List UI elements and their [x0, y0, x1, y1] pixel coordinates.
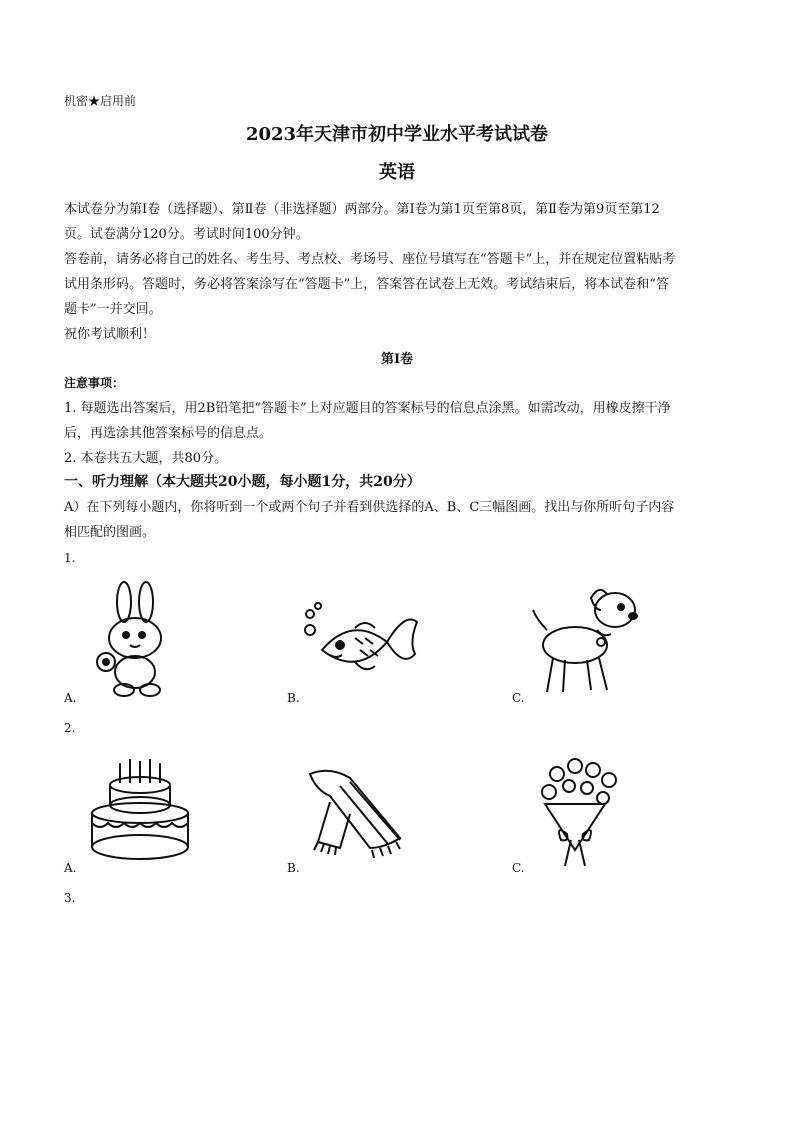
notice-line: 后，再选涂其他答案标号的信息点。: [64, 426, 273, 441]
intro-line: 试用条形码。答题时，务必将答案涂写在“答题卡”上，答案答在试卷上无效。考试结束后，将本试卷和“答: [64, 277, 669, 292]
page-title: 2023年天津市初中学业水平考试试卷: [245, 124, 549, 145]
question-number: 2.: [64, 721, 76, 735]
rabbit-icon: [84, 580, 194, 700]
notice-line: 2. 本卷共五大题，共80分。: [64, 451, 228, 466]
scarf-icon: [300, 762, 415, 862]
option-label: A.: [64, 691, 77, 705]
cake-icon: [80, 755, 200, 865]
question-number: 3.: [64, 891, 76, 905]
question-number: 1.: [64, 551, 76, 565]
part1-instruction: 相匹配的图画。: [64, 525, 156, 540]
subject-title: 英语: [379, 162, 415, 183]
intro-line: 页。试卷满分120分。考试时间100分钟。: [64, 227, 309, 242]
option-label: C.: [512, 861, 525, 875]
good-luck-line: 祝你考试顺利！: [64, 327, 156, 342]
part1-heading: 一、听力理解（本大题共20小题，每小题1分，共20分）: [64, 474, 421, 490]
option-label: B.: [287, 691, 300, 705]
section-title: 第Ⅰ卷: [380, 352, 414, 367]
notice-heading: 注意事项：: [64, 376, 125, 390]
dog-icon: [527, 580, 647, 700]
confidential-mark: 机密★启用前: [64, 94, 137, 108]
option-label: A.: [64, 861, 77, 875]
option-label: C.: [512, 691, 525, 705]
option-label: B.: [287, 861, 300, 875]
intro-line: 题卡”一并交回。: [64, 302, 162, 317]
part1-instruction: A）在下列每小题内，你将听到一个或两个句子并看到供选择的A、B、C三幅图画。找出与你所听句子内容: [64, 500, 675, 515]
flowers-icon: [527, 752, 637, 872]
intro-line: 本试卷分为第Ⅰ卷（选择题）、第Ⅱ卷（非选择题）两部分。第Ⅰ卷为第1页至第8页，第Ⅱ卷为第9页至第12: [64, 202, 660, 217]
fish-icon: [300, 600, 425, 695]
notice-line: 1. 每题选出答案后，用2B铅笔把“答题卡”上对应题目的答案标号的信息点涂黑。如需改动，用橡皮擦干净: [64, 401, 671, 416]
intro-line: 答卷前，请务必将自己的姓名、考生号、考点校、考场号、座位号填写在“答题卡”上，并在规定位置粘贴考: [64, 252, 676, 267]
